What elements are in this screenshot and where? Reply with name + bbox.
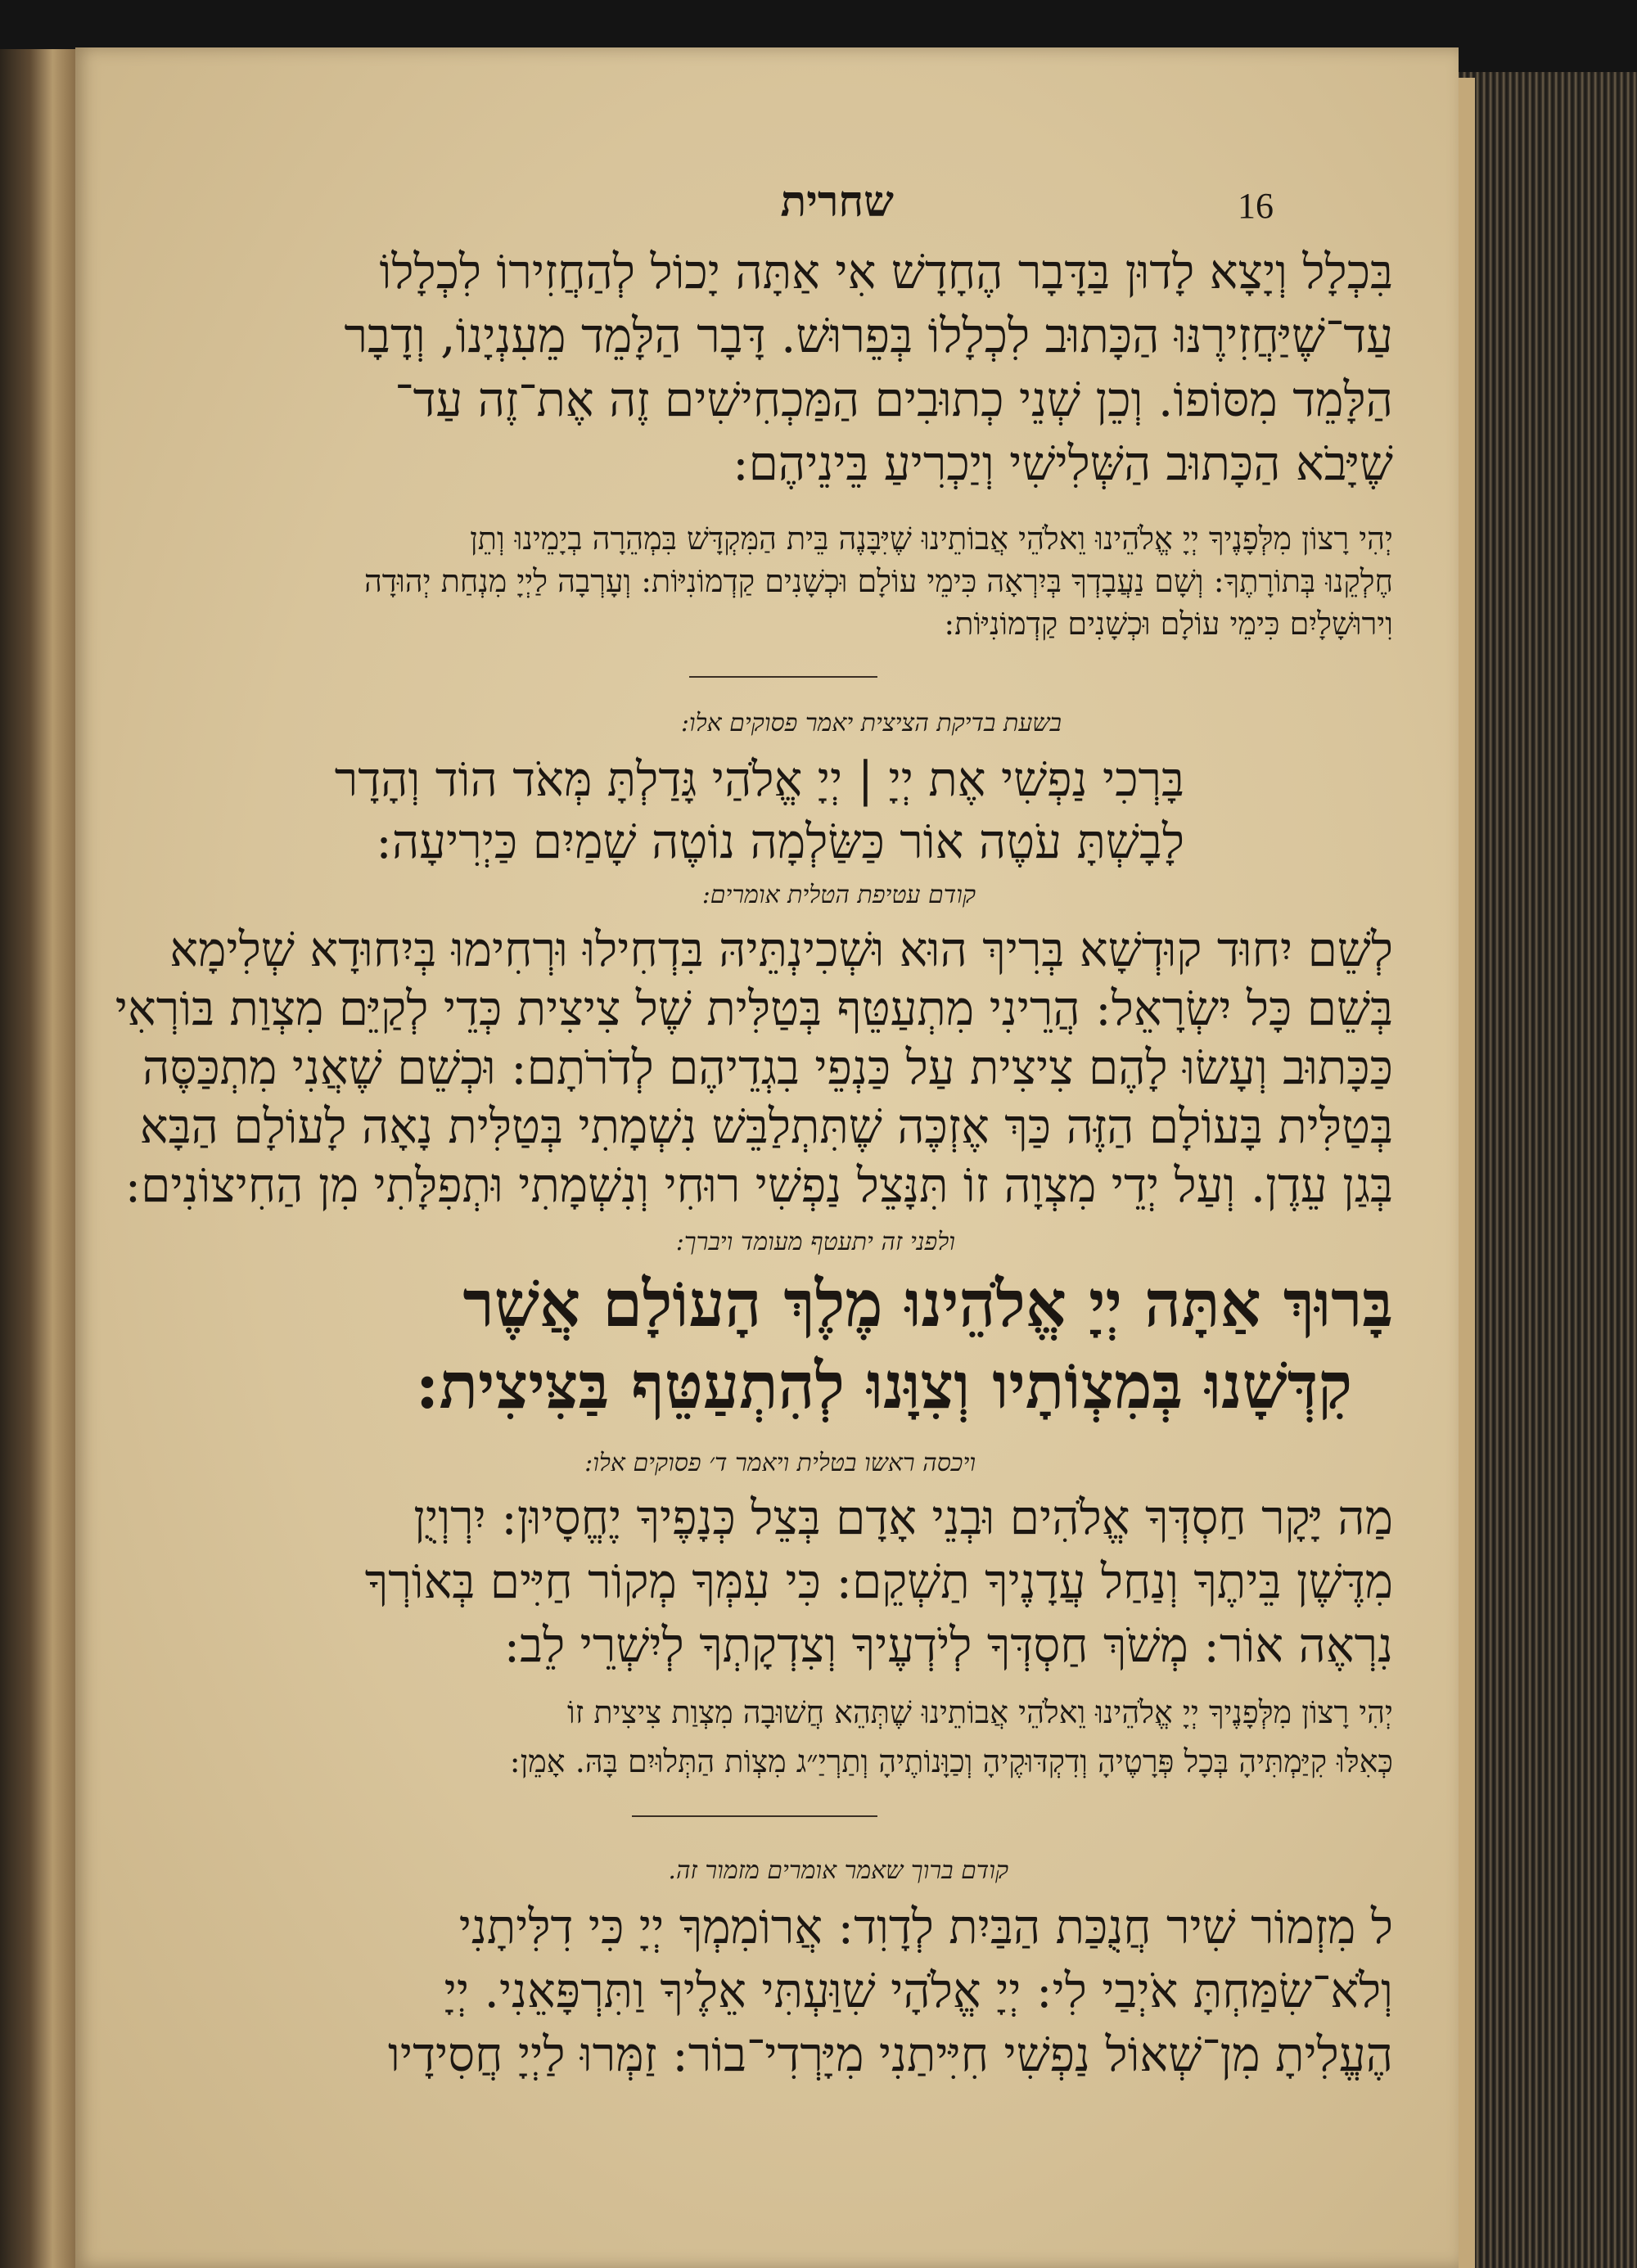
text-line: מַה יָּקָר חַסְדְּךָ אֱלֹהִים וּבְנֵי אָדָם בְּצֵל כְּנָפֶיךָ יֶחֱסָיוּן: יִרְוְיֻן (413, 1490, 1393, 1545)
text-line: וְלֹא־שִׂמַּחְתָּ אֹיְבַי לִי: יְיָ אֱלֹהָי שִׁוַּעְתִּי אֵלֶיךָ וַתִּרְפָּאֵנִי. יְיָ (444, 1963, 1393, 2018)
rubric: בשעת בדיקת הציצית יאמר פסוקים אלו: (680, 709, 1062, 737)
text-line: נִרְאֶה אוֹר: מְשֹׁךְ חַסְדְּךָ לְיֹדְעֶיךָ וְצִדְקָתְךָ לְיִשְׁרֵי לֵב: (503, 1617, 1393, 1673)
text-line: כַּכָּתוּב וְעָשׂוּ לָהֶם צִיצִית עַל כַּנְפֵי בִגְדֵיהֶם לְדֹרֹתָם: וּכְשֵׁם שֶׁאֲנִי מִתְכַּסֶּה (142, 1039, 1393, 1095)
page-side-edge (1459, 78, 1475, 2268)
rubric: ולפני זה יתעטף מעומד ויברך: (675, 1228, 955, 1256)
rubric: ויכסה ראשו בטלית ויאמר ד׳ פסוקים אלו: (584, 1449, 976, 1477)
text-line: בְּטַלִּית בָּעוֹלָם הַזֶּה כַּךְ אֶזְכֶּה שֶׁתִּתְלַבֵּשׁ נִשְׁמָתִי בְּטַלִּית נָאָה לָעוֹלָם הַבָּא (139, 1098, 1393, 1154)
text-line: כְּאִלּוּ קִיַּמְתִּיהָ בְּכָל פְּרָטֶיהָ וְדִקְדּוּקֶיהָ וְכַוָּנוֹתֶיהָ וְתַרְיַ״ג מִצְוֹת הַתְּלוּיִם בָּהּ. אָמֵן: (509, 1743, 1393, 1779)
text-line: קִדְּשָׁנוּ בְּמִצְוֹתָיו וְצִוָּנוּ לְהִתְעַטֵּף בַּצִּיצִית: (415, 1349, 1352, 1423)
text-line: ל מִזְמוֹר שִׁיר חֲנֻכַּת הַבַּיִת לְדָוִד: אֲרוֹמִמְךָ יְיָ כִּי דִלִּיתָנִי (458, 1899, 1393, 1955)
text-line: וִירוּשָׁלָיִם כִּימֵי עוֹלָם וּכְשָׁנִים קַדְמוֹנִיּוֹת: (944, 606, 1393, 642)
text-line: עַד־שֶׁיַּחֲזִירֶנּוּ הַכָּתוּב לִכְלָלוֹ בְּפֵרוּשׁ. דָּבָר הַלָּמֵד מֵעִנְיָנוֹ, וְדָבָר (344, 308, 1393, 363)
book-page (75, 47, 1459, 2268)
text-line: בִּכְלָל וְיָצָא לָדוּן בַּדָּבָר הֶחָדָשׁ אִי אַתָּה יָכוֹל לְהַחֲזִירוֹ לִכְלָלוֹ (379, 244, 1393, 300)
text-line: בְּגַן עֵדֶן. וְעַל יְדֵי מִצְוָה זוֹ תִּנָּצֵל נַפְשִׁי רוּחִי וְנִשְׁמָתִי וּתְפִלָּתִי מִן הַחִיצוֹנִים: (124, 1157, 1393, 1213)
text-line: מִדֶּשֶׁן בֵּיתֶךָ וְנַחַל עֲדָנֶיךָ תַשְׁקֵם: כִּי עִמְּךָ מְקוֹר חַיִּים בְּאוֹרְךָ (364, 1553, 1393, 1609)
divider (632, 1815, 877, 1817)
text-line: הַלָּמֵד מִסּוֹפוֹ. וְכֵן שְׁנֵי כְתוּבִים הַמַּכְחִישִׁים זֶה אֶת־זֶה עַד־ (395, 372, 1393, 427)
text-line: הֶעֱלִיתָ מִן־שְׁאוֹל נַפְשִׁי חִיִּיתַנִי מִיָּרְדִי־בוֹר: זַמְּרוּ לַיְיָ חֲסִידָיו (388, 2027, 1393, 2082)
text-line: בְּשֵׁם כָּל יִשְׂרָאֵל: הֲרֵינִי מִתְעַטֵּף בְּטַלִּית שֶׁל צִיצִית כְּדֵי לְקַיֵּם מִצְוַת בּוֹרְאִי (115, 981, 1393, 1036)
text-line: בָּרְכִי נַפְשִׁי אֶת יְיָ | יְיָ אֱלֹהַי גָּדַלְתָּ מְּאֹד הוֹד וְהָדָר (334, 751, 1184, 807)
text-line: יְהִי רָצוֹן מִלְּפָנֶיךָ יְיָ אֱלֹהֵינוּ וֵאלֹהֵי אֲבוֹתֵינוּ שֶׁתְּהֵא חֲשׁוּבָה מִצְוַת צִיצִית זוֹ (566, 1694, 1393, 1730)
text-line: שֶׁיָּבֹא הַכָּתוּב הַשְּׁלִישִׁי וְיַכְרִיעַ בֵּינֵיהֶם: (733, 435, 1393, 491)
text-line: לְשֵׁם יִחוּד קוּדְשָׁא בְּרִיךְ הוּא וּשְׁכִינְתֵּיהּ בִּדְחִילוּ וּרְחִימוּ בְּיִחוּדָא שְׁלִימָא (169, 922, 1393, 977)
rubric: קודם עטיפת הטלית אומרים: (701, 881, 976, 909)
book-spine (0, 49, 75, 2268)
rubric: קודם ברוך שאמר אומרים מזמור זה. (668, 1856, 1008, 1885)
divider (689, 676, 877, 678)
page-number: 16 (1238, 186, 1274, 226)
text-line: בָּרוּךְ אַתָּה יְיָ אֱלֹהֵינוּ מֶלֶךְ הָעוֹלָם אֲשֶׁר (462, 1267, 1393, 1341)
text-line: לָבָשְׁתָּ עֹטֶה אוֹר כַּשַּׂלְמָה נוֹטֶה שָׁמַיִם כַּיְרִיעָה: (376, 814, 1184, 869)
page-title: שחרית (780, 177, 894, 227)
text-line: יְהִי רָצוֹן מִלְּפָנֶיךָ יְיָ אֱלֹהֵינוּ וֵאלֹהֵי אֲבוֹתֵינוּ שֶׁיִּבָּנֶה בֵּית הַמִּקְדָּשׁ בִּמְהֵרָה בְיָמֵינוּ וְתֵן (470, 521, 1393, 557)
text-line: חֶלְקֵנוּ בְּתוֹרָתֶךָ: וְשָׁם נַעֲבָדְךָ בְּיִרְאָה כִּימֵי עוֹלָם וּכְשָׁנִים קַדְמוֹנִיּוֹת: וְעָרְבָה לַיְיָ מִנְחַת יְהוּדָה (363, 563, 1393, 599)
